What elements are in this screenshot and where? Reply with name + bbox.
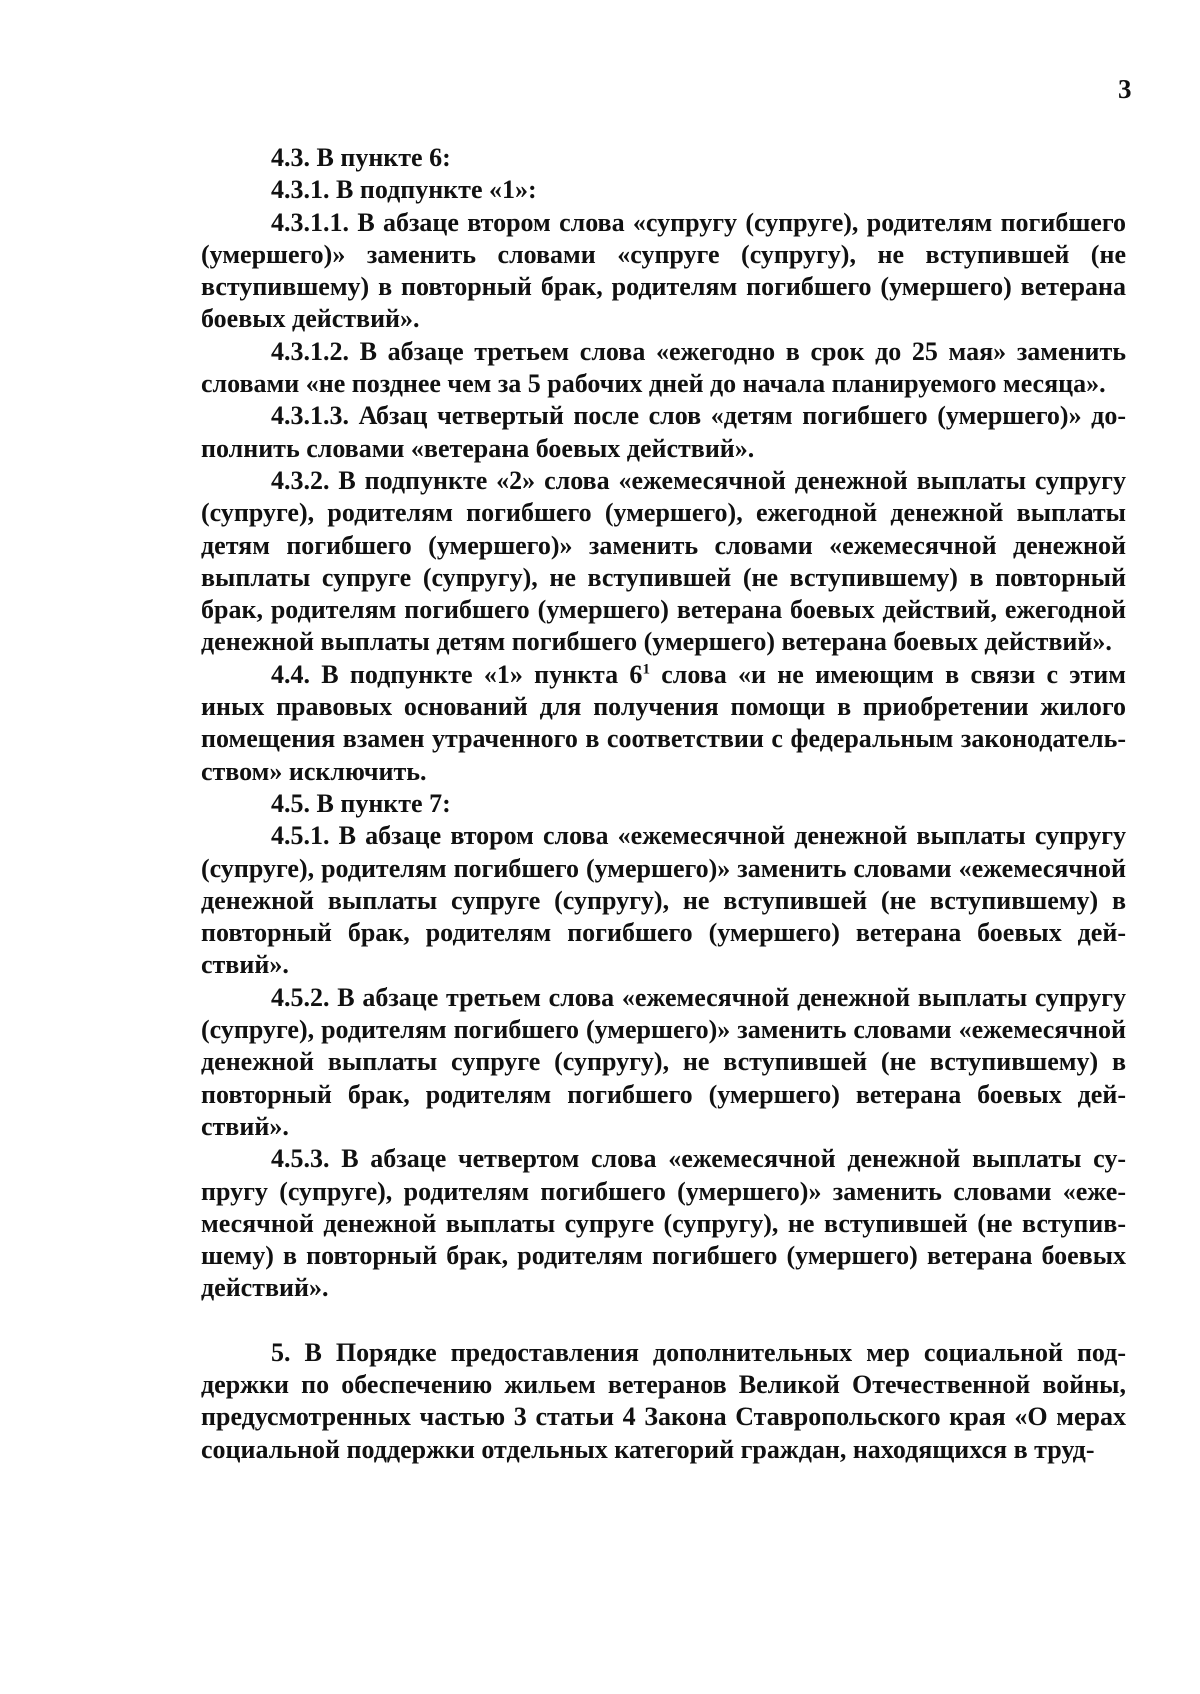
paragraph-4-5-3: 4.5.3. В абзаце четвертом слова «ежемесячной денежной выплаты супругу (супруге), родителям погибшего (умершего)» заменить словами «ежемесячной денежной выплаты супруге (супругу), не вступившей (не вступившему) в повторный брак, родителям погибшего (умершего) ветерана боевых действий». — [201, 1144, 1126, 1303]
paragraph-4-4-text-start: 4.4. В подпункте «1» пункта 6 — [271, 659, 643, 689]
document-body — [201, 142, 1126, 1466]
paragraph-4-4 — [201, 659, 1126, 788]
page-number: 3 — [1118, 74, 1132, 104]
paragraph-4-5-2: 4.5.2. В абзаце третьем слова «ежемесячной денежной выплаты супругу (супруге), родителям погибшего (умершего)» заменить словами «ежемесячной денежной выплаты супруге (супругу), не вступившей (не вступившему) в повторный брак, родителям погибшего (умершего) ветерана боевых действий». — [201, 982, 1126, 1141]
superscript-1: 1 — [642, 661, 650, 678]
paragraph-4-5-1: 4.5.1. В абзаце втором слова «ежемесячной денежной выплаты супругу (супруге), родителям погибшего (умершего)» заменить словами «ежемесячной денежной выплаты супруге (супругу), не вступившей (не вступившему) в повторный брак, родителям погибшего (умершего) ветерана боевых действий». — [201, 821, 1126, 980]
paragraph-5: 5. В Порядке предоставления дополнительных мер социальной поддержки по обеспечению жильем ветеранов Великой Отечественной войны, предусмотренных частью 3 статьи 4 Закона Ставропольского края «О мерах социальной поддержки отдельных категорий граждан, находящихся в труд- — [201, 1337, 1126, 1464]
paragraph-4-3-1-3: 4.3.1.3. Абзац четвертый после слов «детям погибшего (умершего)» дополнить словами «ветерана боевых действий». — [201, 401, 1126, 463]
paragraph-4-3: 4.3. В пункте 6: — [271, 143, 451, 172]
paragraph-4-4-text-end: слова «и не имеющим в связи с этим иных правовых оснований для получения помощи в приобретении жилого помещения взамен утраченного в соответствии с федеральным законодательством» исключить. — [201, 659, 1126, 786]
paragraph-4-3-2: 4.3.2. В подпункте «2» слова «ежемесячной денежной выплаты супругу (супруге), родителям погибшего (умершего), ежегодной денежной выплаты детям погибшего (умершего)» заменить словами «ежемесячной денежной выплаты супруге (супругу), не вступившей (не вступившему) в повторный брак, родителям погибшего (умершего) ветерана боевых действий, ежегодной денежной выплаты детям погибшего (умершего) ветерана боевых действий». — [201, 465, 1126, 657]
paragraph-4-5: 4.5. В пункте 7: — [271, 788, 451, 818]
paragraph-4-3-1-2: 4.3.1.2. В абзаце третьем слова «ежегодно в срок до 25 мая» заменить словами «не позднее чем за 5 рабочих дней до начала планируемого месяца». — [201, 336, 1126, 399]
paragraph-4-3-1: 4.3.1. В подпункте «1»: — [271, 175, 537, 205]
paragraph-4-3-1-1: 4.3.1.1. В абзаце втором слова «супругу (супруге), родителям погибшего (умершего)» заменить словами «супруге (супругу), не вступившей (не вступившему) в повторный брак, родителям погибшего (умершего) ветерана боевых действий». — [201, 207, 1126, 334]
